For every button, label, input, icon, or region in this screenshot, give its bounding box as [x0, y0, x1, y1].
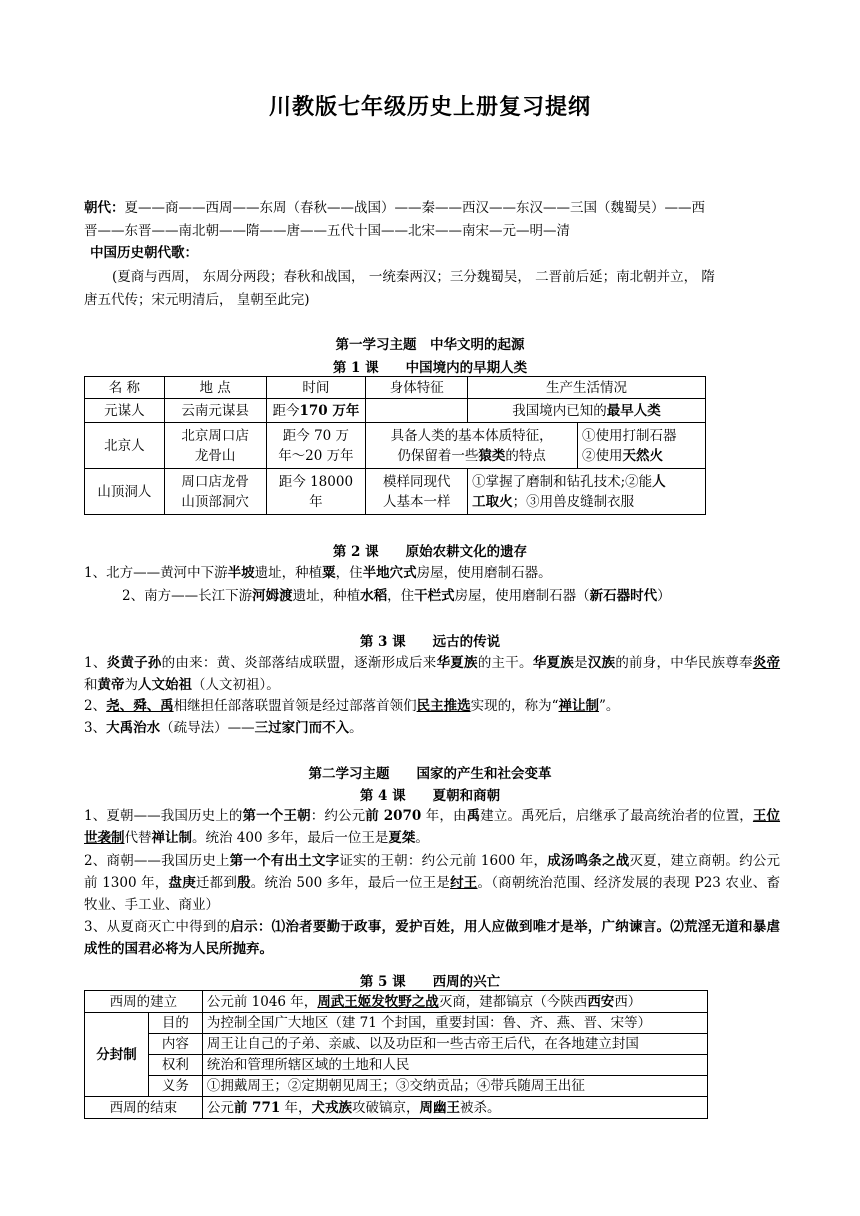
- header-cell: 身体特征: [366, 377, 468, 399]
- lesson-2-line-2: 2、南方——长江下游河姆渡遗址，种植水稻，住干栏式房屋，使用磨制石器（新石器时代）: [122, 588, 671, 604]
- row-content: 公元前 1046 年，周武王姬发牧野之战灭商，建都镐京（今陕西西安西）: [202, 991, 707, 1013]
- song-line-1: (夏商与西周， 东周分两段；春秋和战国， 一统秦两汉；三分魏蜀吴， 二晋前后延；南北朝并立， 隋: [112, 269, 715, 285]
- row-content: ①拥戴周王；②定期朝见周王；③交纳贡品；④带兵随周王出征: [202, 1076, 707, 1097]
- row-label: 内容: [148, 1034, 202, 1055]
- lesson-3-title: 第 3 课 远古的传说: [359, 634, 501, 650]
- theme-1-heading: 第一学习主题 中华文明的起源: [335, 337, 525, 353]
- body-cell: 具备人类的基本体质特征， 仍保留着一些猿类的特点: [366, 423, 578, 469]
- table-row: [85, 423, 706, 469]
- table-row: [85, 1076, 708, 1097]
- row-label: 西周的建立: [85, 991, 203, 1013]
- early-humans-table: [84, 376, 706, 515]
- place-cell: 北京周口店 龙骨山: [164, 423, 266, 469]
- header-cell: 生产生活情况: [468, 377, 706, 399]
- row-content: 为控制全国广大地区（建 71 个封国，重要封国：鲁、齐、燕、晋、宋等）: [202, 1013, 707, 1034]
- life-cell: 我国境内已知的最早人类: [468, 399, 706, 423]
- time-cell: 距今170 万年: [266, 399, 366, 423]
- row-label: 目的: [148, 1013, 202, 1034]
- western-zhou-table: [84, 990, 708, 1119]
- table-row: [85, 1034, 708, 1055]
- header-cell: 名 称: [85, 377, 165, 399]
- table-row: [85, 1055, 708, 1076]
- life-cell: ①使用打制石器 ②使用天然火: [578, 423, 706, 469]
- row-label: 权利: [148, 1055, 202, 1076]
- table-row: [85, 399, 706, 423]
- table-row: [85, 991, 708, 1013]
- name-cell: 元谋人: [85, 399, 165, 423]
- lesson-5-title: 第 5 课 西周的兴亡: [359, 974, 501, 990]
- table-row: [85, 1013, 708, 1034]
- row-content: 公元前 771 年，犬戎族攻破镐京，周幽王被杀。: [202, 1097, 707, 1119]
- table-row: [85, 1097, 708, 1119]
- lesson-3-paragraph-1: 1、炎黄子孙的由来：黄、炎部落结成联盟，逐渐形成后来华夏族的主干。华夏族是汉族的前身，中华民族尊奉炎帝和黄帝为人文始祖（人文初祖）。: [84, 655, 781, 693]
- body-cell: 模样同现代 人基本一样: [366, 469, 468, 515]
- header-cell: 地 点: [164, 377, 266, 399]
- row-label: 西周的结束: [85, 1097, 203, 1119]
- lesson-3-paragraph-3: 3、大禹治水（疏导法）——三过家门而不入。: [84, 720, 363, 736]
- lesson-1-title: 第 1 课 中国境内的早期人类: [332, 360, 528, 376]
- lesson-4-title: 第 4 课 夏朝和商朝: [359, 788, 501, 804]
- song-line-2: 唐五代传；宋元明清后， 皇朝至此完): [84, 292, 310, 308]
- lesson-2-title: 第 2 课 原始农耕文化的遗存: [332, 544, 528, 560]
- place-cell: 云南元谋县: [164, 399, 266, 423]
- document-title: 川教版七年级历史上册复习提纲: [268, 94, 591, 120]
- lesson-4-paragraph-3: 3、从夏商灭亡中得到的启示：⑴治者要勤于政事，爱护百姓，用人应做到唯才是举，广纳谏言。⑵荒淫无道和暴虐成性的国君必将为人民所抛弃。: [84, 919, 781, 957]
- name-cell: 山顶洞人: [85, 469, 165, 515]
- time-cell: 距今 18000 年: [266, 469, 366, 515]
- fenfeng-label: 分封制: [85, 1013, 149, 1097]
- table-header-row: [85, 377, 706, 399]
- theme-2-heading: 第二学习主题 国家的产生和社会变革: [308, 766, 552, 782]
- name-cell: 北京人: [85, 423, 165, 469]
- place-cell: 周口店龙骨 山顶部洞穴: [164, 469, 266, 515]
- song-heading: 中国历史朝代歌：: [90, 245, 198, 261]
- row-label: 义务: [148, 1076, 202, 1097]
- row-content: 统治和管理所辖区域的土地和人民: [202, 1055, 707, 1076]
- lesson-2-line-1: 1、北方——黄河中下游半坡遗址，种植粟，住半地穴式房屋，使用磨制石器。: [84, 565, 552, 581]
- dynasties-line-2: 晋——东晋——南北朝——隋——唐——五代十国——北宋——南宋—元—明—清: [84, 223, 570, 239]
- row-content: 周王让自己的子弟、亲戚、以及功臣和一些古帝王后代，在各地建立封国: [202, 1034, 707, 1055]
- dynasties-line-1: 朝代：夏——商——西周——东周（春秋——战国）——秦——西汉——东汉——三国（魏蜀吴）——西: [84, 200, 705, 216]
- life-cell: ①掌握了磨制和钻孔技术;②能人 工取火；③用兽皮缝制衣服: [468, 469, 706, 515]
- time-cell: 距今 70 万 年～20 万年: [266, 423, 366, 469]
- lesson-4-paragraph-1: 1、夏朝——我国历史上的第一个王朝：约公元前 2070 年，由禹建立。禹死后，启继承了最高统治者的位置，王位世袭制代替禅让制。统治 400 多年，最后一位王是夏桀。: [84, 808, 781, 846]
- lesson-3-paragraph-2: 2、尧、舜、禹相继担任部落联盟首领是经过部落首领们民主推选实现的，称为“禅让制”。: [84, 698, 620, 714]
- body-cell: [366, 399, 468, 423]
- header-cell: 时间: [266, 377, 366, 399]
- lesson-4-paragraph-2: 2、商朝——我国历史上第一个有出土文字证实的王朝：约公元前 1600 年，成汤鸣条之战灭夏，建立商朝。约公元前 1300 年，盘庚迁都到殷。统治 500 多年，最后一位王是纣王。（商朝统治范围、经济发展的表现 P23 农业、畜牧业、手工业、商业）: [84, 853, 781, 913]
- table-row: [85, 469, 706, 515]
